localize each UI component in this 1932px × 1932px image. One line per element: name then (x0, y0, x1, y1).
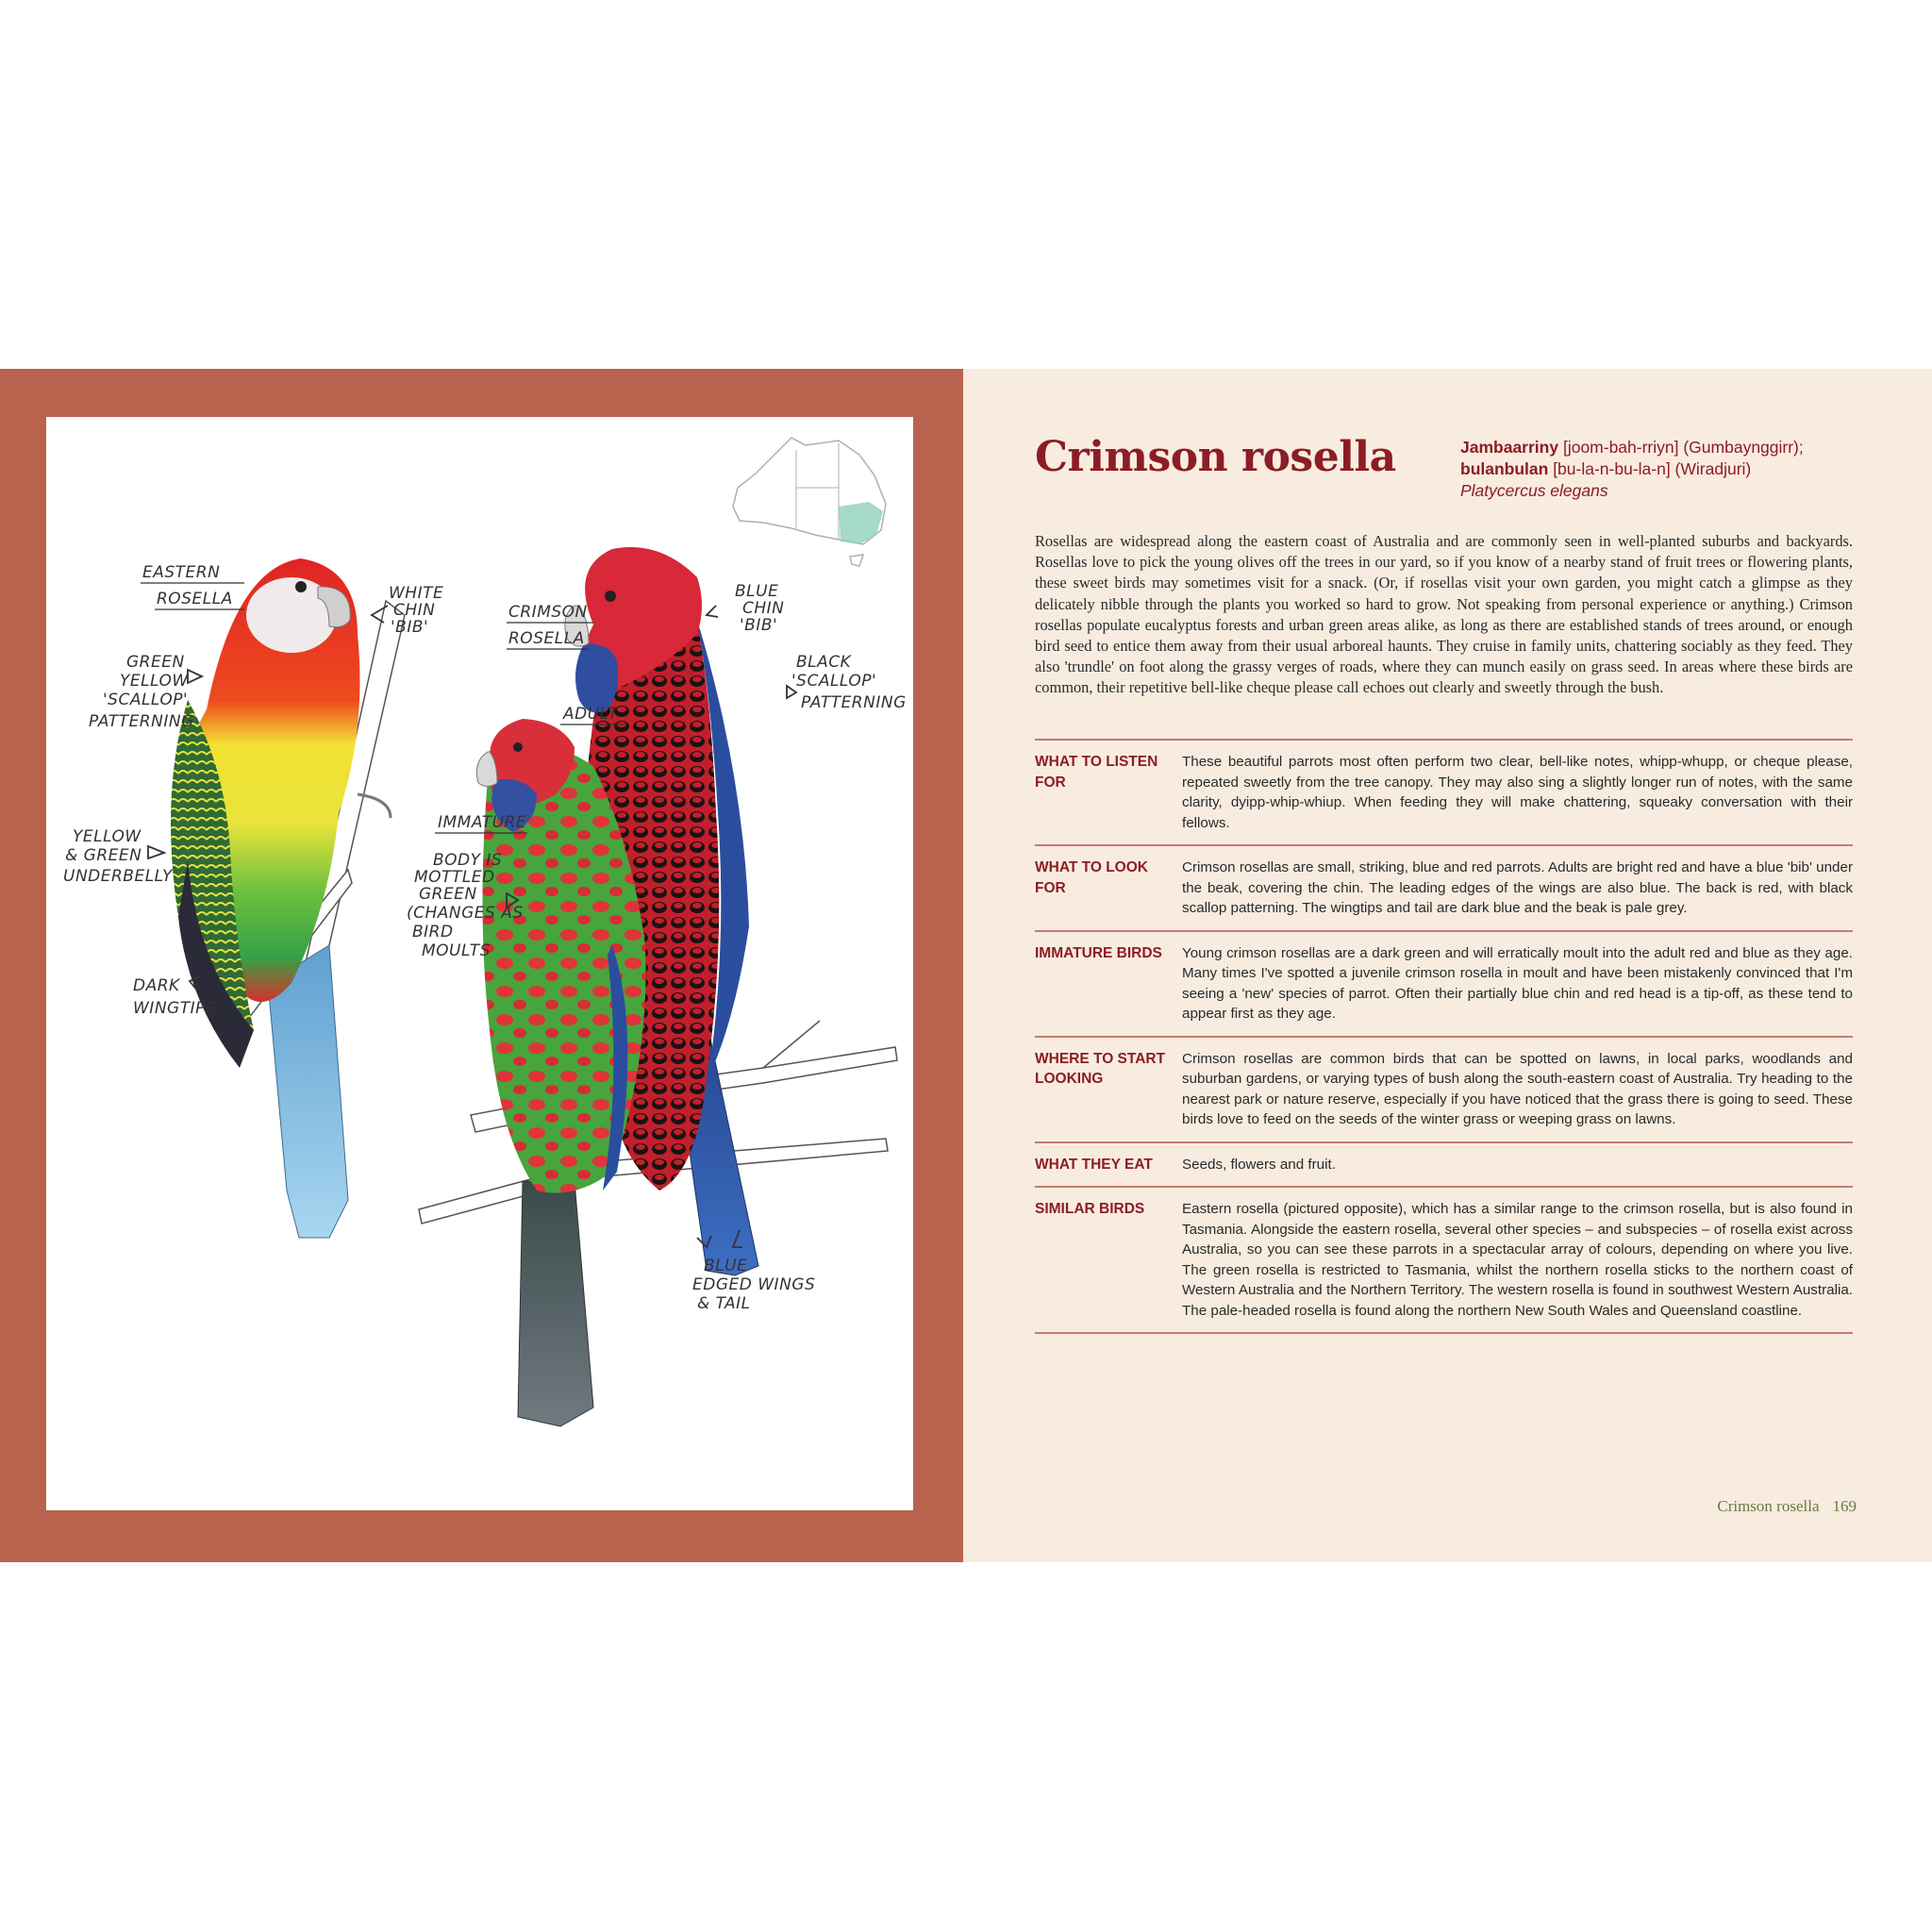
eastern-rosella-bird (171, 558, 391, 1238)
page-footer (1717, 1497, 1857, 1516)
label-dark-wingtips-2: WINGTIPS (133, 999, 217, 1018)
label-immature: IMMATURE (438, 813, 527, 832)
fact-row (1035, 739, 1853, 844)
page-number: 169 (1832, 1497, 1857, 1515)
label-crimson-rosella: CRIMSON (508, 603, 588, 622)
fact-row (1035, 844, 1853, 930)
running-title: Crimson rosella (1717, 1497, 1820, 1515)
fact-label: WHERE TO START LOOKING (1035, 1050, 1166, 1087)
fact-label: WHAT THEY EAT (1035, 1156, 1153, 1173)
label-white-chin: WHITE (389, 584, 444, 603)
page-title: Crimson rosella (1035, 433, 1396, 481)
fact-text: Crimson rosellas are small, striking, blue and red parrots. Adults are bright red and have a blue 'bib' under the beak, covering the chin. The leading edges of the wings are also blue. The back is red, with black scallop patterning. The wingtips and tail are dark blue and the beak is pale grey. (1182, 859, 1853, 916)
right-page (963, 369, 1932, 1562)
label-green-yellow-2: YELLOW (120, 672, 189, 691)
label-body-mottled-3: GREEN (419, 885, 477, 904)
fact-text: These beautiful parrots most often perform two clear, bell-like notes, whipp-whupp, or cheque please, repeated sweetly from the tree canopy. They may also sing a slightly longer run of notes, with the same clarity, dyipp-whip-whiup. When feeding they will make chattering, squeaky conversation with their fellows. (1182, 754, 1853, 831)
label-body-mottled-6: MOULTS (422, 941, 491, 960)
label-white-chin-3: 'BIB' (391, 618, 429, 637)
label-crimson-rosella-2: ROSELLA (508, 629, 585, 648)
label-blue-chin: BLUE (735, 582, 779, 601)
label-dark-wingtips: DARK (133, 976, 180, 995)
label-green-yellow: GREEN (126, 653, 185, 672)
label-blue-chin-3: 'BIB' (740, 616, 778, 635)
fact-text: Young crimson rosellas are a dark green and will erratically moult into the adult red and blue as they age. Many times I've spotted a juvenile crimson rosella in moult and have been mistakenly convinced that I'm seeing a 'new' species of parrot. Often their partially blue chin and red head is a tip-off, as these tend to appear first as they age. (1182, 944, 1853, 1022)
label-green-yellow-4: PATTERNING (89, 712, 194, 731)
name-gumbaynggirr: Jambaarriny [joom-bah-rriyn] (Gumbaynggirr); (1460, 438, 1804, 457)
fact-label: SIMILAR BIRDS (1035, 1201, 1145, 1217)
facts-table (1035, 739, 1853, 1334)
bird-illustration (46, 417, 913, 1510)
label-white-chin-2: CHIN (393, 601, 436, 620)
fact-text: Eastern rosella (pictured opposite), which has a similar range to the crimson rosella, but is also found in Tasmania. Alongside the eastern rosella, several other species – and subspecies – of rosella exist across Australia, so you can see these parrots in a spectacular array of colours, depending on where you live. The green rosella is restricted to Tasmania, whilst the northern rosella sticks to the northern coast of Western Australia and the Northern Territory. The western rosella is found in southwest Western Australia. The pale-headed rosella is found along the northern New South Wales and Queensland coastline. (1182, 1201, 1853, 1319)
range-map (733, 438, 886, 566)
label-eastern-rosella: EASTERN (142, 563, 221, 582)
fact-text: Crimson rosellas are common birds that can be spotted on lawns, in local parks, woodlands and suburban gardens, or varying types of bush along the south-eastern coast of Australia. Try heading to the nearest park or nature reserve, especially if you have noticed that the grass there is going to seed. These birds love to feed on the seeds of the winter grass or weeping grass on lawns. (1182, 1050, 1853, 1127)
label-yellow-green-2: & GREEN (65, 846, 142, 865)
fact-row (1035, 1036, 1853, 1141)
scientific-name: Platycercus elegans (1460, 481, 1608, 500)
label-body-mottled-2: MOTTLED (414, 868, 495, 887)
book-spread (0, 369, 1932, 1562)
label-green-yellow-3: 'SCALLOP' (103, 691, 189, 709)
label-body-mottled: BODY IS (433, 851, 503, 870)
fact-row (1035, 1186, 1853, 1334)
label-body-mottled-4: (CHANGES AS (407, 904, 524, 923)
intro-paragraph: Rosellas are widespread along the eastern coast of Australia and are commonly seen in well-planted suburbs and backyards. Rosellas love to pick the young olives off the trees in our yard, so if you know of a nearby stand of fruit trees or flowering plants, these sweet birds may sometimes visit for a snack. (Or, if rosellas visit your own garden, you might catch a glimpse as they delicately nibble through the plants you worked so hard to grow. Not speaking from personal experience or anything.) Crimson rosellas populate eucalyptus forests and urban green areas alike, as long as there are established stands of trees around, or enough bird seed to entice them away from their usual arboreal haunts. They cruise in family units, chattering sociably as they feed. They also 'trundle' on foot along the grassy verges of roads, where they can munch easily on grass seed. In areas where these birds are common, their repetitive bell-like cheque please call echoes out clearly and sweetly through the bush. (1035, 532, 1853, 697)
label-black-scallop-3: PATTERNING (801, 693, 907, 712)
label-blue-edged-2: EDGED WINGS (692, 1275, 816, 1294)
name-wiradjuri: bulanbulan [bu-la-n-bu-la-n] (Wiradjuri) (1460, 459, 1752, 478)
label-blue-edged: BLUE (704, 1257, 748, 1275)
label-black-scallop-2: 'SCALLOP' (791, 672, 877, 691)
fact-row (1035, 1141, 1853, 1187)
fact-label: WHAT TO LOOK FOR (1035, 859, 1148, 896)
fact-text: Seeds, flowers and fruit. (1182, 1156, 1336, 1173)
label-body-mottled-5: BIRD (412, 923, 454, 941)
left-page (0, 369, 963, 1562)
fact-label: WHAT TO LISTEN FOR (1035, 754, 1158, 791)
label-yellow-green-3: UNDERBELLY (63, 867, 173, 886)
label-black-scallop: BLACK (796, 653, 852, 672)
fact-row (1035, 930, 1853, 1036)
fact-label: IMMATURE BIRDS (1035, 944, 1162, 961)
label-yellow-green: YELLOW (73, 827, 142, 846)
illustration-plate (46, 417, 913, 1510)
label-blue-chin-2: CHIN (742, 599, 785, 618)
label-adult: ADULT (563, 705, 619, 724)
label-blue-edged-3: & TAIL (697, 1294, 751, 1313)
alternate-names (1460, 437, 1894, 502)
label-eastern-rosella-2: ROSELLA (157, 590, 233, 608)
